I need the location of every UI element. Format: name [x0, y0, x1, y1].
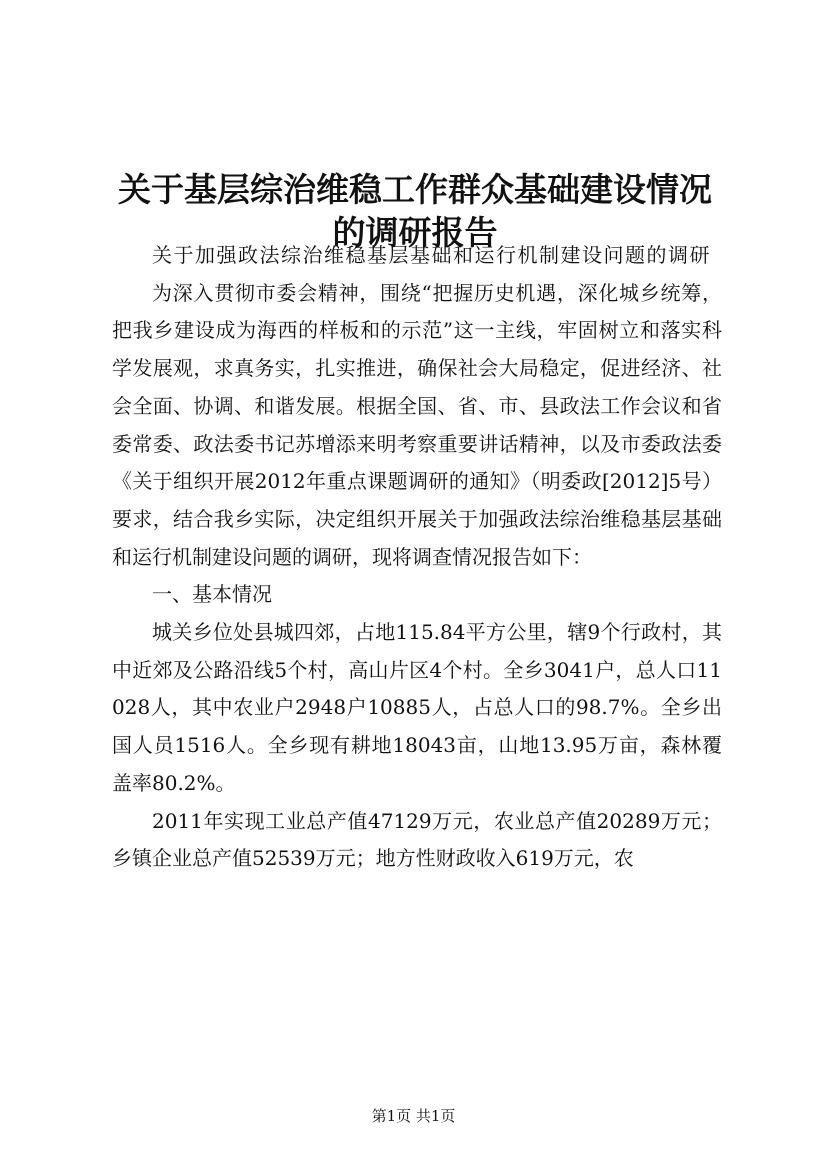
intro-paragraph: 为深入贯彻市委会精神，围绕“把握历史机遇，深化城乡统筹，把我乡建设成为海西的样板和的示范”这一主线，牢固树立和落实科学发展观，求真务实，扎实推进，确保社会大局稳定，促进经济、社会全面、协调、和谐发展。根据全国、省、市、县政法工作会议和省委常委、政法委书记苏增添来明考察重要讲话精神，以及市委政法委《关于组织开展2012年重点课题调研的通知》（明委政[2012]5号）要求，结合我乡实际，决定组织开展关于加强政法综治维稳基层基础和运行机制建设问题的调研，现将调查情况报告如下： [112, 280, 722, 569]
page-footer: 第1页 共1页 [371, 1107, 456, 1125]
document-title: 关于基层综治维稳工作群众基础建设情况的调研报告 [118, 170, 712, 253]
document-body [112, 237, 722, 878]
basic-info-paragraph: 城关乡位处县城四郊，占地115.84平方公里，辖9个行政村，其中近郊及公路沿线5个村，高山片区4个村。全乡3041户，总人口11028人，其中农业户2948户10885人，占总人口的98.7%。全乡出国人员1516人。全乡现有耕地18043亩，山地13.95万亩，森林覆盖率80.2%。 [112, 620, 722, 795]
section-heading: 一、基本情况 [152, 582, 272, 607]
subtitle-paragraph: 关于加强政法综治维稳基层基础和运行机制建设问题的调研 [152, 243, 711, 267]
economy-paragraph: 2011年实现工业总产值47129万元，农业总产值20289万元；乡镇企业总产值52539万元；地方性财政收入619万元，农 [112, 808, 722, 871]
